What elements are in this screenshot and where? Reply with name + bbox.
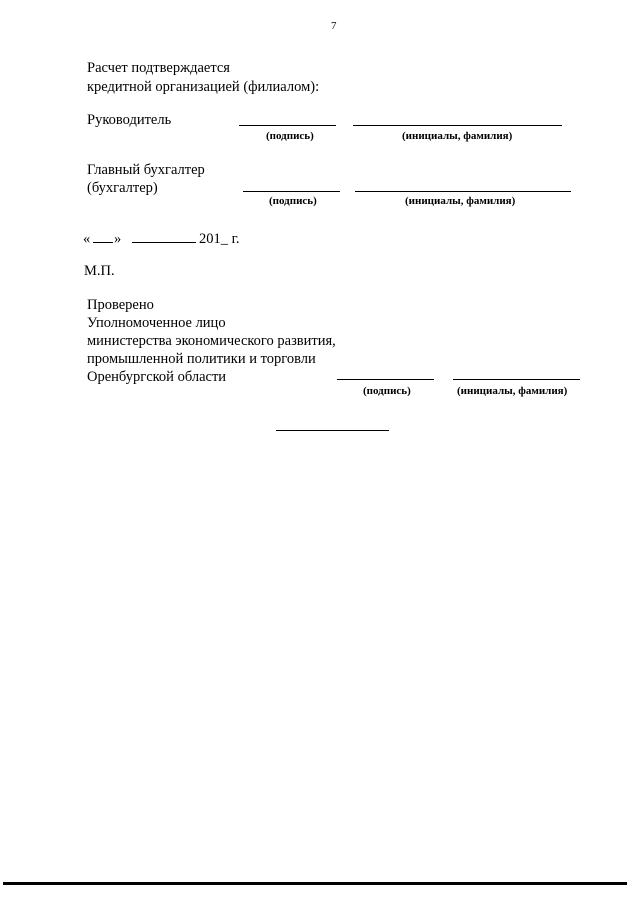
verified-line-4: промышленной политики и торговли: [87, 351, 316, 367]
head-name-line: [353, 125, 562, 126]
date-year: 201_ г.: [199, 231, 240, 247]
confirmation-line-1: Расчет подтверждается: [87, 60, 230, 76]
verified-line-2: Уполномоченное лицо: [87, 315, 226, 331]
chief-accountant-signature-caption: (подпись): [269, 195, 317, 207]
verified-line-1: Проверено: [87, 297, 154, 313]
stamp-place: М.П.: [84, 263, 115, 279]
verified-line-5: Оренбургской области: [87, 369, 227, 385]
chief-accountant-name-line: [355, 191, 571, 192]
head-signature-caption: (подпись): [266, 130, 314, 142]
chief-accountant-title-1: Главный бухгалтер: [87, 162, 205, 178]
verified-name-caption: (инициалы, фамилия): [457, 385, 568, 397]
confirmation-line-2: кредитной организацией (филиалом):: [87, 79, 320, 95]
date-month-blank: [132, 242, 196, 243]
head-title: Руководитель: [87, 112, 172, 128]
date-open-quote: «: [83, 231, 91, 247]
date-day-blank: [93, 242, 113, 243]
closing-separator: [276, 430, 389, 431]
chief-accountant-name-caption: (инициалы, фамилия): [405, 195, 516, 207]
head-signature-line: [239, 125, 336, 126]
verified-name-line: [453, 379, 580, 380]
verified-signature-line: [337, 379, 434, 380]
verified-signature-caption: (подпись): [363, 385, 411, 397]
chief-accountant-title-2: (бухгалтер): [87, 180, 158, 196]
date-close-quote: »: [114, 231, 122, 247]
page-number: 7: [331, 20, 337, 32]
bottom-border-line: [3, 882, 627, 885]
chief-accountant-signature-line: [243, 191, 340, 192]
head-name-caption: (инициалы, фамилия): [402, 130, 513, 142]
verified-line-3: министерства экономического развития,: [87, 333, 336, 349]
